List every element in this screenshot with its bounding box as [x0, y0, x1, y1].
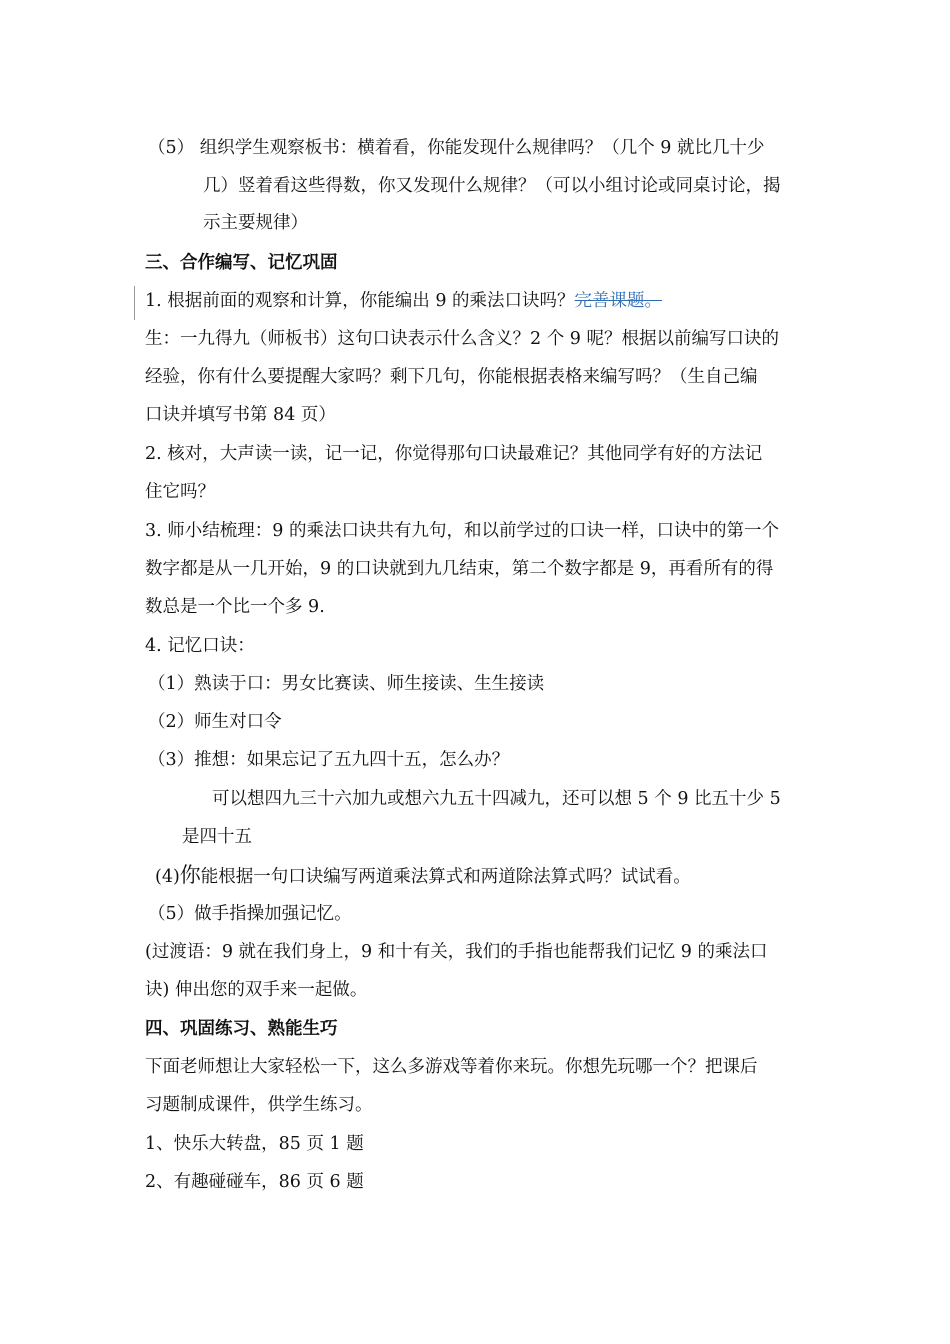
exercise-2: 2、有趣碰碰车，86 页 6 题 — [145, 1172, 364, 1192]
transition-line2: 诀) 伸出您的双手来一起做。 — [145, 980, 368, 1000]
paragraph-6-line2: 习题制成课件，供学生练习。 — [145, 1095, 373, 1115]
paragraph-4-line3: 数总是一个比一个多 9. — [145, 597, 325, 617]
section3-heading: 三、合作编写、记忆巩固 — [145, 253, 338, 273]
paragraph-6-line1: 下面老师想让大家轻松一下，这么多游戏等着你来玩。你想先玩哪一个？把课后 — [145, 1057, 758, 1077]
sub-item-4-large-char: 你 — [179, 863, 201, 887]
item5-line1: （5） 组织学生观察板书：横着看，你能发现什么规律吗？（几个 9 就比几十少 — [148, 138, 765, 158]
sub-item-4 — [155, 864, 691, 888]
sub-item-5: （5）做手指操加强记忆。 — [148, 904, 352, 924]
paragraph-2-line3: 口诀并填写书第 84 页） — [145, 405, 336, 425]
paragraph-1-text: 1. 根据前面的观察和计算，你能编出 9 的乘法口诀吗？ — [145, 291, 575, 311]
paragraph-4-line1: 3. 师小结梳理：9 的乘法口诀共有九句，和以前学过的口诀一样，口诀中的第一个 — [145, 521, 779, 541]
exercise-1: 1、快乐大转盘，85 页 1 题 — [145, 1134, 364, 1154]
paragraph-2-line1: 生：一九得九（师板书）这句口诀表示什么含义？2 个 9 呢？根据以前编写口诀的 — [145, 329, 779, 349]
sub-item-4-prefix: (4) — [155, 867, 180, 887]
paragraph-3-line2: 住它吗？ — [145, 482, 215, 502]
paragraph-1 — [145, 290, 662, 312]
sub-item-1: （1）熟读于口：男女比赛读、师生接读、生生接读 — [148, 674, 545, 694]
sub-item-3-line3: 是四十五 — [182, 827, 252, 847]
item5-line3: 示主要规律） — [203, 213, 308, 233]
paragraph-2-line2: 经验，你有什么要提醒大家吗？剩下几句，你能根据表格来编写吗？（生自己编 — [145, 367, 758, 387]
sub-item-4-text: 能根据一句口诀编写两道乘法算式和两道除法算式吗？试试看。 — [200, 867, 691, 887]
sub-item-2: （2）师生对口令 — [148, 712, 282, 732]
sub-item-3-line2: 可以想四九三十六加九或想六九五十四减九，还可以想 5 个 9 比五十少 5 — [212, 789, 781, 809]
section4-heading: 四、巩固练习、熟能生巧 — [145, 1019, 338, 1039]
paragraph-4-line2: 数字都是从一几开始，9 的口诀就到九几结束，第二个数字都是 9，再看所有的得 — [145, 559, 774, 579]
transition-line1: (过渡语：9 就在我们身上，9 和十有关，我们的手指也能帮我们记忆 9 的乘法口 — [145, 942, 768, 962]
sub-item-3: （3）推想：如果忘记了五九四十五，怎么办？ — [148, 750, 510, 770]
paragraph-5: 4. 记忆口诀： — [145, 636, 255, 656]
paragraph-3-line1: 2. 核对，大声读一读，记一记，你觉得那句口诀最难记？其他同学有好的方法记 — [145, 444, 763, 464]
item5-line2: 几）竖着看这些得数，你又发现什么规律？（可以小组讨论或同桌讨论，揭 — [203, 176, 781, 196]
revision-bar — [134, 286, 135, 320]
deleted-text: 完善课题。 — [574, 291, 663, 311]
